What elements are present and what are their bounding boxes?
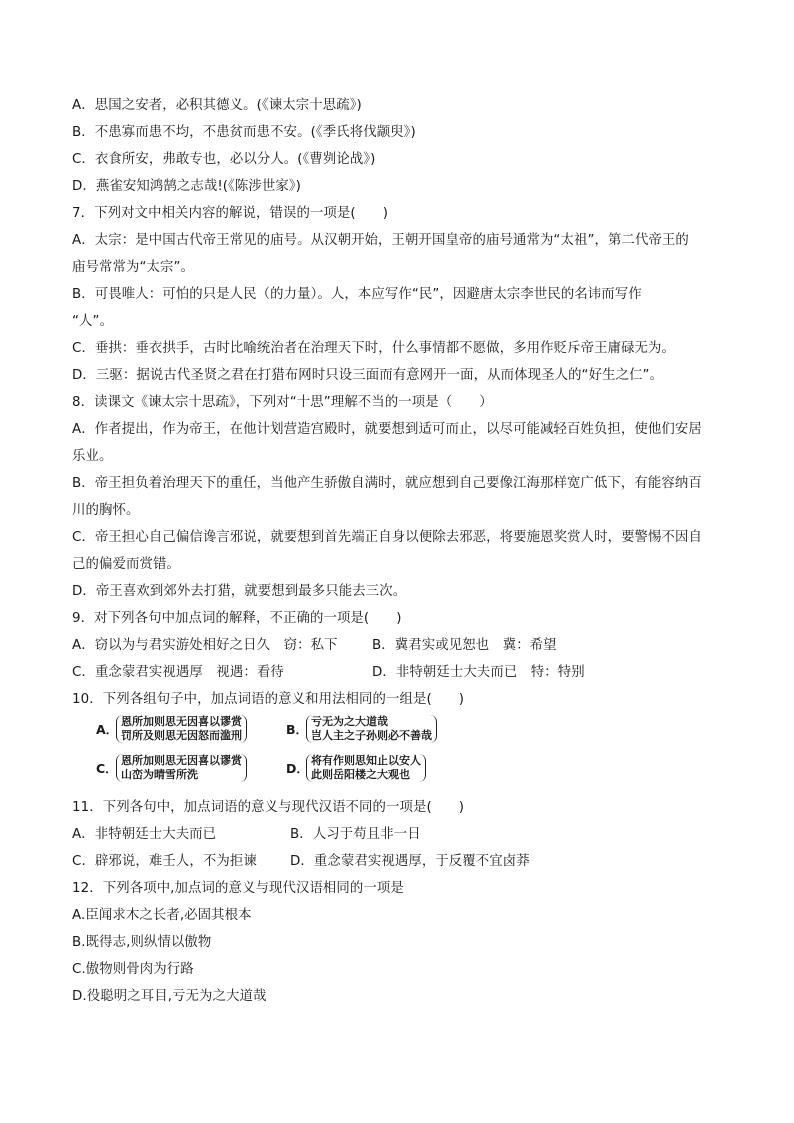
question-9-stem: 9．对下列各句中加点词的解释，不正确的一项是( ) [72,611,402,626]
q11-option-d: D．重念蒙君实视遇厚，于反覆不宜卤莽 [290,854,530,869]
q8-option-b-cont: 川的胸怀。 [72,503,140,518]
q7-option-b: B．可畏唯人：可怕的只是人民（的力量）。人，本应写作“民”，因避唐太宗李世民的名讳而写作 [72,287,642,302]
q11-row-cd [72,848,722,875]
q8-option-a-cont: 乐业。 [72,449,113,464]
q8-option-a: A．作者提出，作为帝王，在他计划营造宫殿时，就要想到适可而止，以尽可能减轻百姓负担，使他们安居 [72,422,702,437]
q10-brace-group [116,715,247,743]
q10-option-letter: A． [96,722,119,737]
q10-brace-group [116,754,247,782]
option-b-line: B．不患寡而患不均，不患贫而患不安。(《季氏将伐颛臾》) [72,125,416,140]
q12-option-c: C.傲物则骨肉为行路 [72,962,194,977]
q12-option-b: B.既得志,则纵情以傲物 [72,935,212,950]
q10-sentence: 恩所加则思无因喜以谬赏 [121,715,242,728]
q10-sentence: 此则岳阳楼之大观也 [311,768,410,781]
q8-option-c-cont: 己的偏爱而赏错。 [72,557,180,572]
question-7-stem: 7．下列对文中相关内容的解说，错误的一项是( ) [72,206,389,221]
q7-option-d: D．三驱：据说古代圣贤之君在打猎布网时只设三面而有意网开一面，从而体现圣人的“好生之仁”。 [72,368,664,383]
q10-brace-group [306,715,437,743]
document-page [72,92,722,1010]
q9-option-c: C．重念蒙君实视遇厚 视遇：看待 [72,665,284,680]
q9-row-cd [72,659,722,686]
q10-option-letter: D． [286,761,309,776]
question-11-stem: 11．下列各句中，加点词语的意义与现代汉语不同的一项是( ) [72,800,465,815]
q12-option-d: D.役聪明之耳目,亏无为之大道哉 [72,989,267,1004]
q10-option-b [286,715,437,743]
q11-option-a: A．非特朝廷士大夫而已 [72,827,217,842]
q8-option-d: D．帝王喜欢到郊外去打猎，就要想到最多只能去三次。 [72,584,407,599]
q7-option-a: A．太宗：是中国古代帝王常见的庙号。从汉朝开始，王朝开国皇帝的庙号通常为“太祖”，第二代帝王的 [72,233,689,248]
q11-option-c: C．辟邪说，难壬人，不为拒谏 [72,854,257,869]
q10-option-c [96,754,247,782]
q10-option-letter: C． [96,761,118,776]
q10-sentence: 将有作则思知止以安人 [311,754,421,767]
q9-option-a: A．窃以为与君实游处相好之日久 窃：私下 [72,638,338,653]
q8-option-c: C．帝王担心自己偏信谗言邪说，就要想到首先端正自身以便除去邪恶，将要施恩奖赏人时，要警惕不因自 [72,530,703,545]
q7-option-a-cont: 庙号常常为“太宗”。 [72,260,194,275]
q10-sentence: 罚所及则思无因怒而滥刑 [121,729,242,742]
q10-option-a [96,715,247,743]
question-12-stem: 12．下列各项中,加点词的意义与现代汉语相同的一项是 [72,881,404,896]
q11-option-b: B．人习于苟且非一日 [290,827,421,842]
option-d-line: D．燕雀安知鸿鹄之志哉!(《陈涉世家》) [72,179,301,194]
q11-row-ab [72,821,722,848]
q9-row-ab [72,632,722,659]
q10-options-figure [72,712,722,794]
q10-sentence: 岂人主之子孙则必不善哉 [311,729,432,742]
q10-option-letter: B． [286,722,309,737]
option-a-line: A．思国之安者，必积其德义。(《谏太宗十思疏》) [72,98,362,113]
q10-option-d [286,754,426,782]
q8-option-b: B．帝王担负着治理天下的重任，当他产生骄傲自满时，就应想到自己要像江海那样宽广低下，有能容纳百 [72,476,702,491]
option-c-line: C．衣食所安，弗敢专也，必以分人。(《曹刿论战》) [72,152,376,167]
q12-option-a: A.臣闻求木之长者,必固其根本 [72,908,252,923]
question-8-stem: 8．读课文《谏太宗十思疏》，下列对“十思”理解不当的一项是（ ） [72,395,493,410]
q10-sentence: 亏无为之大道哉 [311,715,388,728]
q10-sentence: 山峦为晴雪所洗 [121,768,198,781]
q7-option-b-cont: “人”。 [72,314,114,329]
q10-brace-group [306,754,426,782]
q9-option-d: D．非特朝廷士大夫而已 特：特别 [372,665,585,680]
q9-option-b: B．冀君实或见恕也 冀：希望 [372,638,557,653]
q10-sentence: 恩所加则思无因喜以谬赏 [121,754,242,767]
q7-option-c: C．垂拱：垂衣拱手，古时比喻统治者在治理天下时，什么事情都不愿做，多用作贬斥帝王庸碌无为。 [72,341,676,356]
question-10-stem: 10．下列各组句子中，加点词语的意义和用法相同的一组是( ) [72,692,465,707]
